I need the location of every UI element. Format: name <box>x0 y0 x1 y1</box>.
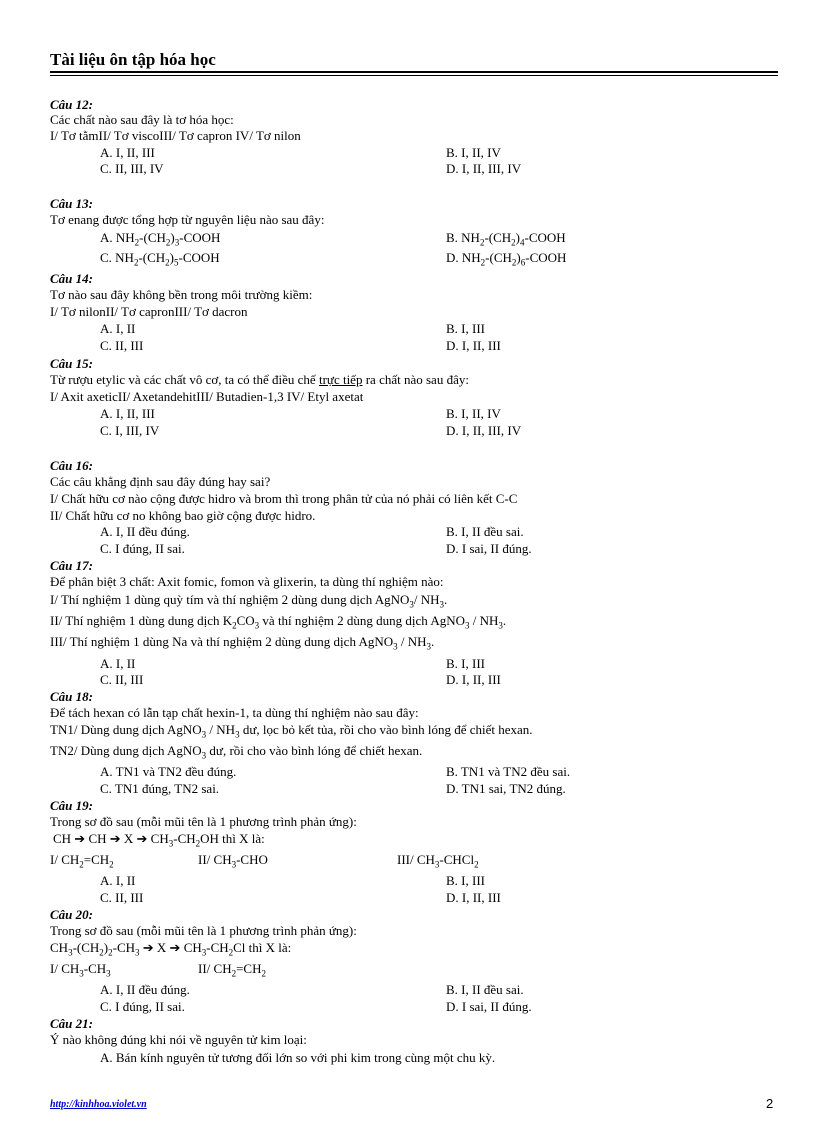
question-17-text: Để phân biệt 3 chất: Axit fomic, fomon và glixerin, ta dùng thí nghiệm nào: <box>50 574 444 589</box>
question-14-option-c: C. II, III <box>100 338 144 353</box>
question-14-option-a: A. I, II <box>100 321 136 336</box>
question-20-item-1: I/ $CH_3-CH_3$ <box>50 961 111 979</box>
question-13-option-a: A. $NH_2-(CH_2)_3$-COOH <box>100 230 221 248</box>
question-15-option-c: C. I, III, IV <box>100 423 160 438</box>
question-20-option-d: D. I sai, II đúng. <box>446 999 532 1014</box>
question-20-item-2: II/ $CH_2=CH_2$ <box>198 961 266 979</box>
question-18-option-c: C. TN1 đúng, TN2 sai. <box>100 781 220 796</box>
question-14-text: Tơ nào sau đây không bền trong môi trường kiềm: <box>50 287 313 302</box>
question-15-label: Câu 15: <box>50 356 93 371</box>
question-20-option-b: B. I, II đều sai. <box>446 982 524 997</box>
question-15-option-d: D. I, II, III, IV <box>446 423 522 438</box>
question-19-item-2: II/ $CH_3$-CHO <box>198 852 268 870</box>
question-14-items: I/ Tơ nilonII/ Tơ capronIII/ Tơ dacron <box>50 304 248 319</box>
question-19-option-a: A. I, II <box>100 873 136 888</box>
question-18-label: Câu 18: <box>50 689 93 704</box>
question-21-text: Ý nào không đúng khi nói về nguyên tử kim loại: <box>50 1032 307 1047</box>
question-13-label: Câu 13: <box>50 196 93 211</box>
question-19-item-1: I/ $CH_2=CH_2$ <box>50 852 114 870</box>
header-rule-thin <box>50 75 778 76</box>
question-16-option-d: D. I sai, II đúng. <box>446 541 532 556</box>
question-19-scheme: CH ➔ CH ➔ X ➔ $CH_3-CH_2OH$ thì X là: <box>53 831 265 849</box>
question-18-statement-1: TN1/ Dùng dung dịch AgNO$_3$ / $NH_3$ dư, lọc bỏ kết tủa, rồi cho vào bình lóng để chiết hexan. <box>50 722 533 740</box>
question-13-text: Tơ enang được tổng hợp từ nguyên liệu nào sau đây: <box>50 212 325 227</box>
question-12-items: I/ Tơ tằmII/ Tơ viscoIII/ Tơ capron IV/ Tơ nilon <box>50 128 301 143</box>
question-16-label: Câu 16: <box>50 458 93 473</box>
question-16-statement-2: II/ Chất hữu cơ no không bao giờ cộng được hidro. <box>50 508 316 523</box>
question-17-option-c: C. II, III <box>100 672 144 687</box>
question-21-label: Câu 21: <box>50 1016 93 1031</box>
question-16-option-b: B. I, II đều sai. <box>446 524 524 539</box>
question-19-text: Trong sơ đồ sau (mỗi mũi tên là 1 phương trình phản ứng): <box>50 814 357 829</box>
question-12-option-c: C. II, III, IV <box>100 161 164 176</box>
question-13-option-c: C. $NH_2-(CH_2)_5$-COOH <box>100 250 220 268</box>
question-15-items: I/ Axit axeticII/ AxetandehitIII/ Butadien-1,3 IV/ Etyl axetat <box>50 389 364 404</box>
question-18-option-a: A. TN1 và TN2 đều đúng. <box>100 764 237 779</box>
question-17-option-d: D. I, II, III <box>446 672 501 687</box>
question-19-item-3: III/ $CH_3-CHCl_2$ <box>397 852 479 870</box>
header-rule <box>50 71 778 73</box>
question-12-text: Các chất nào sau đây là tơ hóa học: <box>50 112 234 127</box>
question-13-option-d: D. $NH_2-(CH_2)_6$-COOH <box>446 250 567 268</box>
question-16-text: Các câu khẳng định sau đây đúng hay sai? <box>50 474 271 489</box>
question-18-option-d: D. TN1 sai, TN2 đúng. <box>446 781 566 796</box>
footer-link[interactable]: http://kinhhoa.violet.vn <box>50 1099 147 1110</box>
page-title: Tài liệu ôn tập hóa học <box>50 50 216 69</box>
question-16-option-c: C. I đúng, II sai. <box>100 541 185 556</box>
question-12-label: Câu 12: <box>50 97 93 112</box>
question-17-option-b: B. I, III <box>446 656 485 671</box>
question-17-label: Câu 17: <box>50 558 93 573</box>
question-12-option-d: D. I, II, III, IV <box>446 161 522 176</box>
question-13-option-b: B. $NH_2-(CH_2)_4$-COOH <box>446 230 566 248</box>
question-20-scheme: $CH_3-(CH_2)_2-CH_3$ ➔ X ➔ $CH_3-CH_2Cl$ thì X là: <box>50 940 292 958</box>
question-20-option-c: C. I đúng, II sai. <box>100 999 185 1014</box>
question-19-option-c: C. II, III <box>100 890 144 905</box>
question-20-text: Trong sơ đồ sau (mỗi mũi tên là 1 phương trình phản ứng): <box>50 923 357 938</box>
question-14-option-d: D. I, II, III <box>446 338 501 353</box>
question-17-statement-2: II/ Thí nghiệm 1 dùng dung dịch $K_2CO_3$ và thí nghiệm 2 dùng dung dịch AgNO$_3$ / $NH_3$. <box>50 613 507 631</box>
question-15-text: Từ rượu etylic và các chất vô cơ, ta có thể điều chế trực tiếp ra chất nào sau đây: <box>50 372 469 387</box>
question-12-option-a: A. I, II, III <box>100 145 155 160</box>
question-17-statement-3: III/ Thí nghiệm 1 dùng Na và thí nghiệm 2 dùng dung dịch AgNO$_3$ / $NH_3$. <box>50 634 435 652</box>
question-16-statement-1: I/ Chất hữu cơ nào cộng được hidro và brom thì trong phân tử của nó phải có liên kết C-C <box>50 491 518 506</box>
page-number: 2 <box>766 1096 774 1111</box>
question-15-option-a: A. I, II, III <box>100 406 155 421</box>
question-12-option-b: B. I, II, IV <box>446 145 501 160</box>
question-19-option-d: D. I, II, III <box>446 890 501 905</box>
question-14-label: Câu 14: <box>50 271 93 286</box>
question-18-text: Để tách hexan có lẫn tạp chất hexin-1, ta dùng thí nghiệm nào sau đây: <box>50 705 419 720</box>
question-20-label: Câu 20: <box>50 907 93 922</box>
question-17-option-a: A. I, II <box>100 656 136 671</box>
question-19-label: Câu 19: <box>50 798 93 813</box>
question-21-option-a: A. Bán kính nguyên tử tương đối lớn so với phi kim trong cùng một chu kỳ. <box>100 1050 496 1065</box>
question-18-option-b: B. TN1 và TN2 đều sai. <box>446 764 571 779</box>
question-18-statement-2: TN2/ Dùng dung dịch AgNO$_3$ dư, rồi cho vào bình lóng để chiết hexan. <box>50 743 423 761</box>
question-20-option-a: A. I, II đều đúng. <box>100 982 190 997</box>
question-17-statement-1: I/ Thí nghiệm 1 dùng quỳ tím và thí nghiệm 2 dùng dung dịch AgNO$_3$/ $NH_3$. <box>50 592 448 610</box>
question-16-option-a: A. I, II đều đúng. <box>100 524 190 539</box>
question-15-option-b: B. I, II, IV <box>446 406 501 421</box>
question-14-option-b: B. I, III <box>446 321 485 336</box>
question-19-option-b: B. I, III <box>446 873 485 888</box>
